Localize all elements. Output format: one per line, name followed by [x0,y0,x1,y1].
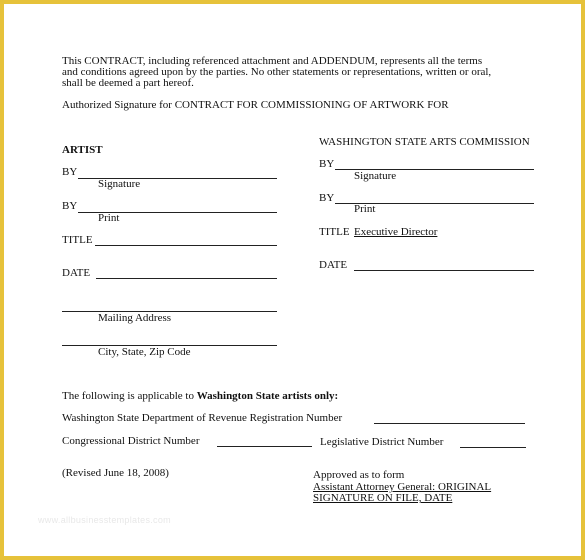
commission-date-line[interactable] [354,270,534,271]
approved-line-3: SIGNATURE ON FILE, DATE [313,492,453,504]
artist-title-line[interactable] [95,245,277,246]
intro-line-3: shall be deemed a part hereof. [62,77,194,89]
commission-by-print-label: BY [319,192,335,204]
approved-line-1: Approved as to form [313,469,405,481]
commission-title-label: TITLE [319,226,350,238]
artist-by-label: BY [62,166,78,178]
artist-print-label: Print [98,212,120,224]
artist-date-line[interactable] [96,278,277,279]
approved-line-2: Assistant Attorney General: ORIGINAL [313,481,492,493]
intro-line-2: and conditions agreed upon by the parties. No other statements or representations, written or oral, [62,66,492,78]
artist-heading: ARTIST [62,144,103,156]
artist-title-label: TITLE [62,234,93,246]
watermark: www.allbusinesstemplates.com [38,515,171,525]
applicable-bold: Washington State artists only: [196,390,339,402]
artist-mailing-label: Mailing Address [98,312,172,324]
revised-date: (Revised June 18, 2008) [62,467,169,479]
commission-title-value: Executive Director [354,226,438,238]
artist-city-label: City, State, Zip Code [98,346,191,358]
commission-by-label: BY [319,158,335,170]
revenue-label: Washington State Department of Revenue Registration Number [62,412,343,424]
legislative-label: Legislative District Number [320,436,444,448]
artist-signature-label: Signature [98,178,141,190]
commission-date-label: DATE [319,259,348,271]
artist-date-label: DATE [62,267,91,279]
revenue-number-line[interactable] [374,423,525,424]
applicable-prefix: The following is applicable to [62,390,197,402]
commission-print-label: Print [354,203,376,215]
authorized-signature-text: Authorized Signature for CONTRACT FOR COMMISSIONING OF ARTWORK FOR [62,99,449,111]
legislative-number-line[interactable] [460,447,526,448]
intro-line-1: This CONTRACT, including referenced attachment and ADDENDUM, represents all the terms [62,55,483,67]
artist-by-print-label: BY [62,200,78,212]
congressional-number-line[interactable] [217,446,312,447]
congressional-label: Congressional District Number [62,435,200,447]
applicable-text [62,391,338,402]
commission-heading: WASHINGTON STATE ARTS COMMISSION [319,136,530,148]
commission-signature-label: Signature [354,170,397,182]
